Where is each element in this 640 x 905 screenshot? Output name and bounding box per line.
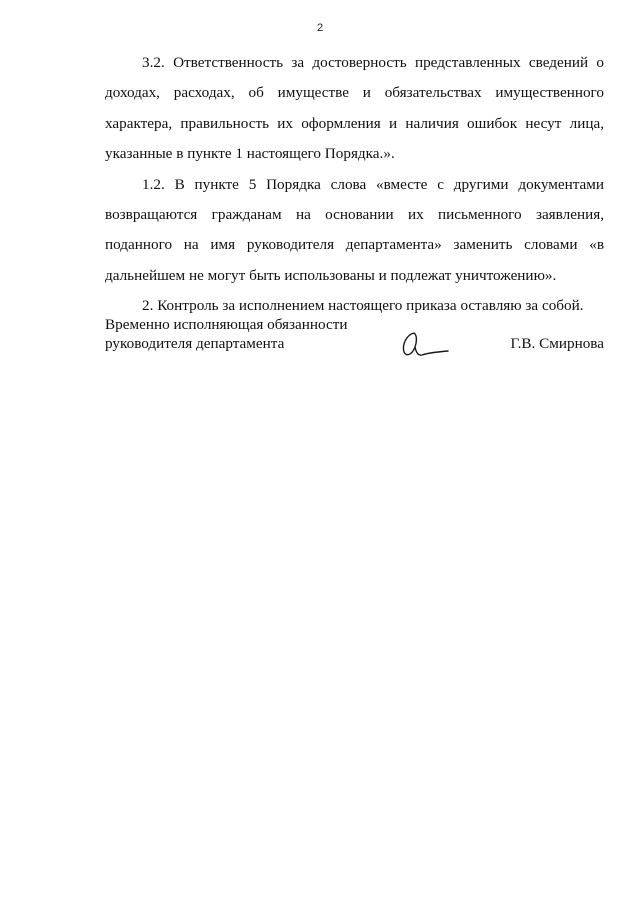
paragraph-2: 2. Контроль за исполнением настоящего приказа оставляю за собой.: [142, 297, 584, 315]
signatory-title: [105, 315, 348, 353]
paragraph-1-2: 1.2. В пункте 5 Порядка слова «вместе с другими документами возвращаются гражданам на основании их письменного заявления, поданного на имя руководителя департамента» заменить словами «в дальнейшем не могут быть использованы и подлежат уничтожению».: [105, 175, 604, 284]
document-body: [105, 48, 604, 322]
signatory-name: Г.В. Смирнова: [510, 335, 604, 352]
signatory-title-line-1: Временно исполняющая обязанности: [105, 316, 348, 333]
page-number: 2: [316, 22, 324, 34]
paragraph-3-2: 3.2. Ответственность за достоверность представленных сведений о доходах, расходах, об имуществе и обязательствах имущественного характера, правильность их оформления и наличия ошибок несут лица, указанные в пункте 1 настоящего Порядка.».: [105, 54, 604, 163]
signatory-title-line-2: руководителя департамента: [105, 335, 285, 352]
handwritten-signature-icon: [396, 325, 452, 361]
signature-block: [105, 315, 604, 363]
